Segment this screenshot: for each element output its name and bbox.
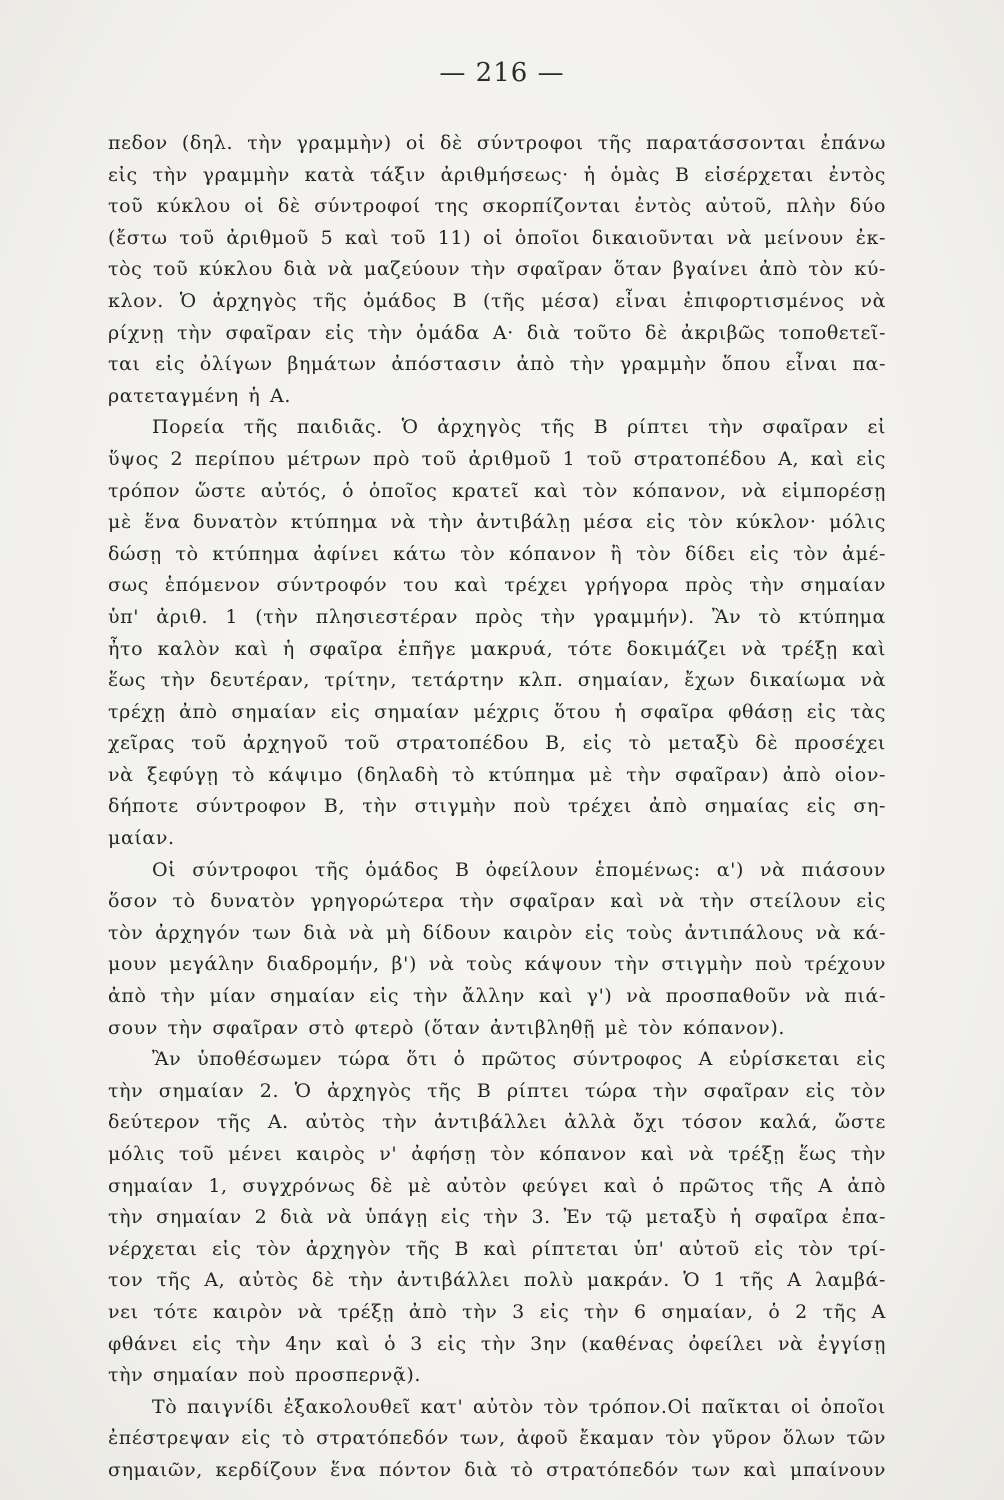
text-line: Οἱ σύντροφοι τῆς ὁμάδος Β ὀφείλουν ἑπομένως: α') νὰ πιάσουν (152, 858, 886, 881)
text-line: δεύτερον τῆς Α. αὐτὸς τὴν ἀντιβάλλει ἀλλὰ ὄχι τόσον καλά, ὥστε (108, 1111, 886, 1134)
text-line: νὰ ξεφύγῃ τὸ κάψιμο (δηλαδὴ τὸ κτύπημα μὲ τὴν σφαῖραν) ἀπὸ οἱον- (108, 763, 886, 786)
text-line: ὅσον τὸ δυνατὸν γρηγορώτερα τὴν σφαῖραν καὶ νὰ τὴν στείλουν εἰς (108, 890, 886, 913)
text-line: νέρχεται εἰς τὸν ἀρχηγὸν τῆς Β καὶ ρίπτεται ὑπ' αὐτοῦ εἰς τὸν τρί- (108, 1237, 886, 1260)
text-line: ἐπέστρεψαν εἰς τὸ στρατόπεδόν των, ἀφοῦ ἔκαμαν τὸν γῦρον ὅλων τῶν (108, 1427, 886, 1450)
text-line: σως ἑπόμενον σύντροφόν του καὶ τρέχει γρήγορα πρὸς τὴν σημαίαν (108, 574, 886, 597)
text-line: Τὸ παιγνίδι ἐξακολουθεῖ κατ' αὐτὸν τὸν τρόπον.Οἱ παῖκται οἱ ὁποῖοι (152, 1395, 886, 1418)
text-line: τὸν ἀρχηγόν των διὰ νὰ μὴ δίδουν καιρὸν εἰς τοὺς ἀντιπάλους νὰ κά- (108, 921, 886, 944)
text-line: μόλις τοῦ μένει καιρὸς ν' ἀφήσῃ τὸν κόπανον καὶ νὰ τρέξῃ ἕως τὴν (108, 1143, 886, 1165)
text-line: ρατεταγμένη ἡ Α. (108, 384, 292, 407)
text-line: ται εἰς ὀλίγων βημάτων ἀπόστασιν ἀπὸ τὴν γραμμὴν ὅπου εἶναι πα- (108, 353, 886, 376)
text-line: μὲ ἕνα δυνατὸν κτύπημα νὰ τὴν ἀντιβάλῃ μέσα εἰς τὸν κύκλον· μόλις (108, 511, 886, 534)
text-line: (ἔστω τοῦ ἀριθμοῦ 5 καὶ τοῦ 11) οἱ ὁποῖοι δικαιοῦνται νὰ μείνουν ἐκ- (108, 226, 886, 249)
text-line: Ἂν ὑποθέσωμεν τώρα ὅτι ὁ πρῶτος σύντροφος Α εὑρίσκεται εἰς (152, 1048, 886, 1071)
text-line: ὑπ' ἀριθ. 1 (τὴν πλησιεστέραν πρὸς τὴν γραμμήν). Ἂν τὸ κτύπημα (108, 605, 886, 628)
text-line: σημαιῶν, κερδίζουν ἕνα πόντον διὰ τὸ στρατόπεδόν των καὶ μπαίνουν (108, 1458, 886, 1481)
body-text (108, 128, 886, 1487)
text-line: εἰς τὴν γραμμὴν κατὰ τάξιν ἀριθμήσεως· ἡ ὁμὰς Β εἰσέρχεται ἐντὸς (108, 163, 886, 186)
text-line: σουν τὴν σφαῖραν στὸ φτερὸ (ὅταν ἀντιβληθῇ μὲ τὸν κόπανον). (108, 1016, 785, 1039)
text-line: σημαίαν 1, συγχρόνως δὲ μὲ αὐτὸν φεύγει καὶ ὁ πρῶτος τῆς Α ἀπὸ (108, 1174, 886, 1197)
text-line: μαίαν. (108, 827, 175, 850)
text-line: μουν μεγάλην διαδρομήν, β') νὰ τοὺς κάψουν τὴν στιγμὴν ποὺ τρέχουν (108, 953, 886, 976)
text-line: τὴν σημαίαν 2. Ὁ ἀρχηγὸς τῆς Β ρίπτει τώρα τὴν σφαῖραν εἰς τὸν (108, 1079, 886, 1102)
text-line: τὴν σημαίαν ποὺ προσπερνᾷ). (108, 1364, 422, 1387)
text-line: κλον. Ὁ ἀρχηγὸς τῆς ὁμάδος Β (τῆς μέσα) εἶναι ἐπιφορτισμένος νὰ (108, 289, 886, 312)
text-line: τὸς τοῦ κύκλου διὰ νὰ μαζεύουν τὴν σφαῖραν ὅταν βγαίνει ἀπὸ τὸν κύ- (108, 258, 886, 281)
text-line: τρόπον ὥστε αὐτός, ὁ ὁποῖος κρατεῖ καὶ τὸν κόπανον, νὰ εἱμπορέσῃ (108, 479, 886, 502)
text-line: δώσῃ τὸ κτύπημα ἀφίνει κάτω τὸν κόπανον ἢ τὸν δίδει εἰς τὸν ἀμέ- (108, 542, 886, 565)
text-line: φθάνει εἰς τὴν 4ην καὶ ὁ 3 εἰς τὴν 3ην (καθένας ὀφείλει νὰ ἐγγίσῃ (108, 1332, 886, 1355)
text-line: Πορεία τῆς παιδιᾶς. Ὁ ἀρχηγὸς τῆς Β ρίπτει τὴν σφαῖραν εἰ (152, 416, 886, 439)
text-line: τρέχῃ ἀπὸ σημαίαν εἰς σημαίαν μέχρις ὅτου ἡ σφαῖρα φθάσῃ εἰς τὰς (108, 700, 886, 723)
text-line: τὴν σημαίαν 2 διὰ νὰ ὑπάγῃ εἰς τὴν 3. Ἐν τῷ μεταξὺ ἡ σφαῖρα ἐπα- (108, 1206, 886, 1229)
text-line: χεῖρας τοῦ ἀρχηγοῦ τοῦ στρατοπέδου Β, εἰς τὸ μεταξὺ δὲ προσέχει (108, 732, 886, 755)
text-line: ἕως τὴν δευτέραν, τρίτην, τετάρτην κλπ. σημαίαν, ἔχων δικαίωμα νὰ (108, 669, 886, 692)
text-line: πεδον (δηλ. τὴν γραμμὴν) οἱ δὲ σύντροφοι τῆς παρατάσσονται ἐπάνω (108, 132, 886, 154)
text-line: ἦτο καλὸν καὶ ἡ σφαῖρα ἐπῆγε μακρυά, τότε δοκιμάζει νὰ τρέξῃ καὶ (108, 637, 886, 660)
text-line: ρίχνῃ τὴν σφαῖραν εἰς τὴν ὁμάδα Α· διὰ τοῦτο δὲ ἀκριβῶς τοποθετεῖ- (108, 321, 886, 344)
text-line: δήποτε σύντροφον Β, τὴν στιγμὴν ποὺ τρέχει ἀπὸ σημαίας εἰς ση- (108, 795, 886, 818)
text-line: τον τῆς Α, αὐτὸς δὲ τὴν ἀντιβάλλει πολὺ μακράν. Ὁ 1 τῆς Α λαμβά- (108, 1269, 886, 1292)
text-line: ἀπὸ τὴν μίαν σημαίαν εἰς τὴν ἄλλην καὶ γ') νὰ προσπαθοῦν νὰ πιά- (108, 985, 886, 1008)
text-line: ὕψος 2 περίπου μέτρων πρὸ τοῦ ἀριθμοῦ 1 τοῦ στρατοπέδου Α, καὶ εἰς (108, 447, 886, 470)
text-line: νει τότε καιρὸν νὰ τρέξῃ ἀπὸ τὴν 3 εἰς τὴν 6 σημαίαν, ὁ 2 τῆς Α (108, 1300, 886, 1323)
text-line: τοῦ κύκλου οἱ δὲ σύντροφοί της σκορπίζονται ἐντὸς αὐτοῦ, πλὴν δύο (108, 195, 886, 218)
page-number: — 216 — (439, 58, 565, 88)
